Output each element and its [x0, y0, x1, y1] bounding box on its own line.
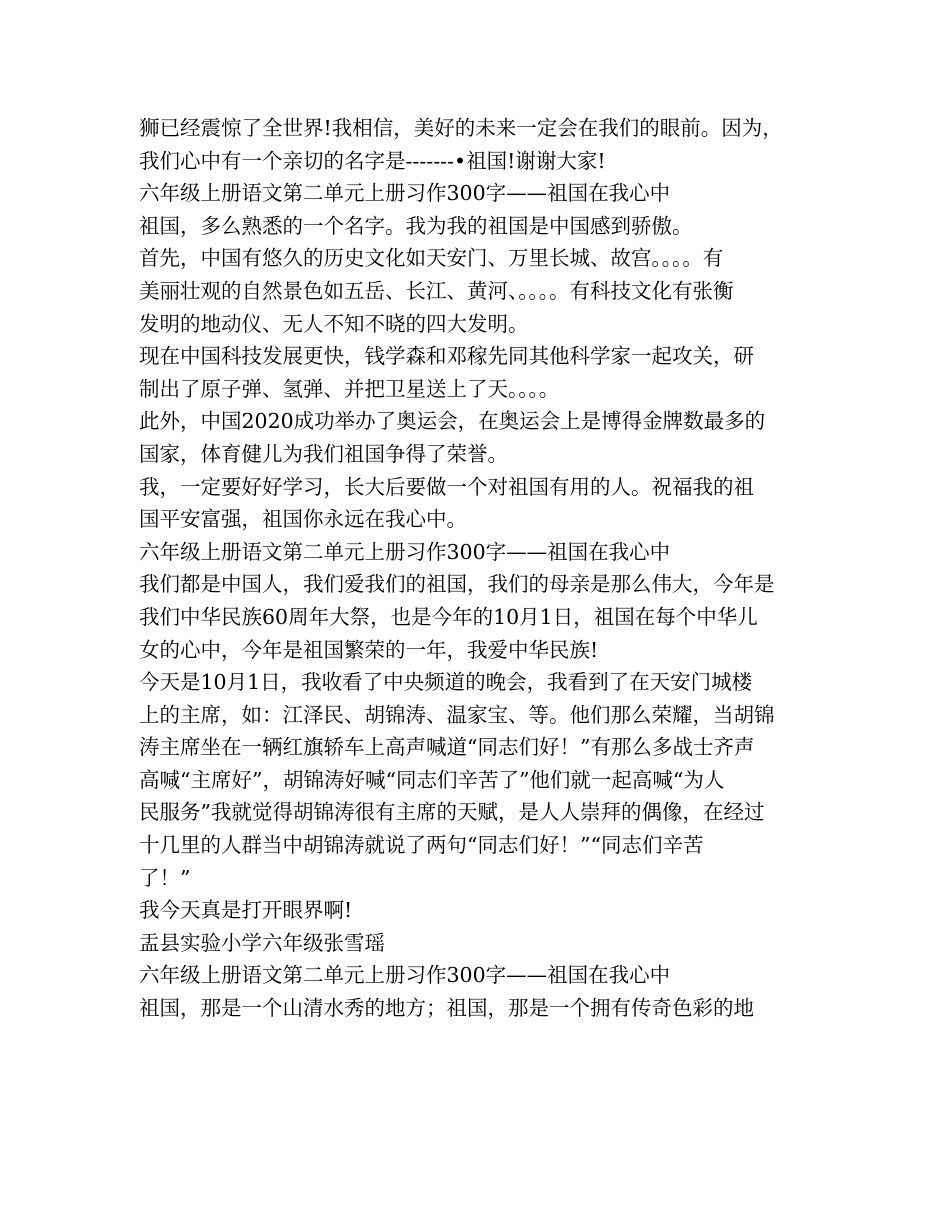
text-line: 祖国，多么熟悉的一个名字。我为我的祖国是中国感到骄傲。 [139, 213, 693, 238]
text-line: 民服务”我就觉得胡锦涛很有主席的天赋，是人人崇拜的偶像，在经过 [139, 800, 765, 825]
text-line: 盂县实验小学六年级张雪瑶 [139, 930, 385, 955]
text-line: 六年级上册语文第二单元上册习作300字——祖国在我心中 [139, 181, 671, 206]
document-body [139, 112, 829, 1025]
text-line: 美丽壮观的自然景色如五岳、长江、黄河、。。。。有科技文化有张衡 [139, 278, 734, 303]
text-line: 我，一定要好好学习，长大后要做一个对祖国有用的人。祝福我的祖 [139, 474, 754, 499]
text-line: 我今天真是打开眼界啊! [139, 898, 353, 923]
text-line: 涛主席坐在一辆红旗轿车上高声喊道“同志们好！”有那么多战士齐声 [139, 735, 755, 760]
text-line: 上的主席，如：江泽民、胡锦涛、温家宝、等。他们那么荣耀，当胡锦 [139, 702, 775, 727]
text-line: 我们中华民族60周年大祭，也是今年的10月1日，祖国在每个中华儿 [139, 604, 758, 629]
text-line: 今天是10月1日，我收看了中央频道的晚会，我看到了在天安门城楼 [139, 670, 753, 695]
text-line: 此外，中国2020成功举办了奥运会，在奥运会上是博得金牌数最多的 [139, 409, 766, 434]
text-line: 我们心中有一个亲切的名字是-------•祖国!谢谢大家! [139, 148, 606, 173]
text-line: 了！” [139, 865, 191, 890]
text-line: 国家，体育健儿为我们祖国争得了荣誉。 [139, 441, 508, 466]
text-line: 现在中国科技发展更快，钱学森和邓稼先同其他科学家一起攻关，研 [139, 344, 754, 369]
text-line: 狮已经震惊了全世界!我相信，美好的未来一定会在我们的眼前。因为， [139, 116, 783, 140]
text-line: 首先，中国有悠久的历史文化如天安门、万里长城、故宫。。。。有 [139, 246, 724, 271]
text-line: 六年级上册语文第二单元上册习作300字——祖国在我心中 [139, 963, 671, 988]
text-line: 制出了原子弹、氢弹、并把卫星送上了天。。。。 [139, 376, 560, 401]
text-line: 高喊“主席好”，胡锦涛好喊“同志们辛苦了”他们就一起高喊“为人 [139, 767, 725, 792]
text-line: 女的心中，今年是祖国繁荣的一年，我爱中华民族! [139, 637, 599, 662]
text-line: 六年级上册语文第二单元上册习作300字——祖国在我心中 [139, 539, 671, 564]
text-line: 十几里的人群当中胡锦涛就说了两句“同志们好！”“同志们辛苦 [139, 833, 704, 858]
text-line: 发明的地动仪、无人不知不晓的四大发明。 [139, 311, 529, 336]
text-line: 祖国，那是一个山清水秀的地方；祖国，那是一个拥有传奇色彩的地 [139, 996, 754, 1021]
text-line: 国平安富强，祖国你永远在我心中。 [139, 507, 467, 532]
text-line: 我们都是中国人，我们爱我们的祖国，我们的母亲是那么伟大，今年是 [139, 572, 775, 597]
